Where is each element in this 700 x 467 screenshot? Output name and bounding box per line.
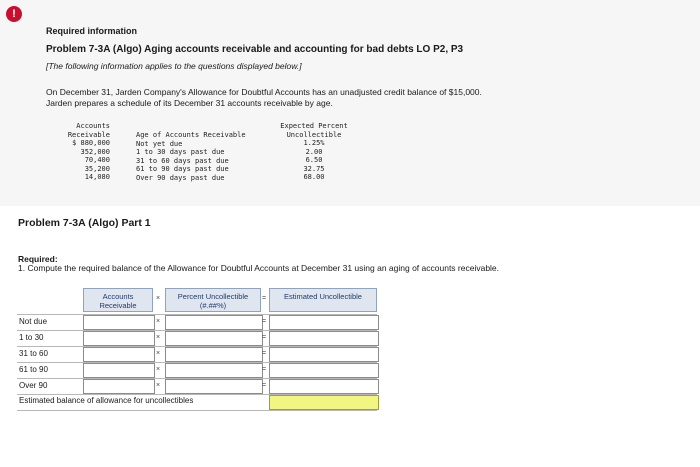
- description-line-2: Jarden prepares a schedule of its December 31 accounts receivable by age.: [46, 98, 333, 108]
- est-input-not-due[interactable]: [269, 315, 379, 330]
- total-allowance-label: Estimated balance of allowance for uncollectibles: [19, 396, 194, 405]
- row-label-31-to-60: 31 to 60: [19, 349, 48, 358]
- equals-operator: =: [262, 295, 267, 302]
- equals-operator: =: [262, 334, 267, 341]
- schedule-pct-value: 1.25%: [303, 139, 325, 147]
- schedule-ar-column: [60, 122, 110, 182]
- multiply-operator: ×: [156, 295, 161, 302]
- schedule-age-column: [136, 131, 246, 182]
- schedule-pct-value: 6.50: [305, 156, 323, 164]
- equals-operator: =: [262, 350, 267, 357]
- row-label-61-to-90: 61 to 90: [19, 365, 48, 374]
- pct-input-over-90[interactable]: [165, 379, 263, 394]
- header-percent-uncollectible: Percent Uncollectible (#.##%): [165, 288, 261, 312]
- row-divider: [17, 410, 377, 411]
- schedule-pct-column: [276, 122, 352, 182]
- row-label-over-90: Over 90: [19, 381, 48, 390]
- pct-input-61-to-90[interactable]: [165, 363, 263, 378]
- ar-input-61-to-90[interactable]: [83, 363, 155, 378]
- schedule-ar-value: 14,080: [84, 173, 110, 181]
- schedule-age-value: Over 90 days past due: [136, 173, 225, 182]
- ar-input-over-90[interactable]: [83, 379, 155, 394]
- schedule-age-value: 61 to 90 days past due: [136, 165, 229, 173]
- equals-operator: =: [262, 382, 267, 389]
- multiply-operator: ×: [156, 318, 161, 325]
- schedule-pct-value: 68.00: [303, 173, 325, 181]
- problem-title: Problem 7-3A (Algo) Aging accounts receivable and accounting for bad debts LO P2, P3: [46, 44, 464, 55]
- ar-input-31-to-60[interactable]: [83, 347, 155, 362]
- multiply-operator: ×: [156, 334, 161, 341]
- est-input-31-to-60[interactable]: [269, 347, 379, 362]
- description-line-1: On December 31, Jarden Company's Allowance for Doubtful Accounts has an unadjusted credit balance of $15,000.: [46, 87, 482, 97]
- required-instruction: 1. Compute the required balance of the Allowance for Doubtful Accounts at December 31 using an aging of accounts receivable.: [18, 263, 500, 273]
- schedule-age-header: Age of Accounts Receivable: [136, 131, 246, 139]
- schedule-age-value: 31 to 60 days past due: [136, 156, 229, 165]
- schedule-pct-value: 2.00: [305, 147, 323, 156]
- schedule-age-value: 1 to 30 days past due: [136, 148, 225, 156]
- row-label-not-due: Not due: [19, 317, 48, 326]
- schedule-ar-value: 70,400: [84, 156, 110, 164]
- schedule-age-value: Not yet due: [136, 139, 183, 148]
- schedule-ar-value: $ 880,000: [72, 139, 110, 147]
- equals-operator: =: [262, 366, 267, 373]
- part-title: Problem 7-3A (Algo) Part 1: [18, 217, 151, 229]
- schedule-pct-header: Uncollectible: [286, 130, 342, 139]
- schedule-pct-value: 32.75: [303, 164, 325, 173]
- schedule-ar-header: Receivable: [67, 130, 110, 139]
- info-note: [The following information applies to the questions displayed below.]: [46, 61, 302, 71]
- est-input-1-to-30[interactable]: [269, 331, 379, 346]
- schedule-ar-header: Accounts: [76, 122, 110, 130]
- multiply-operator: ×: [156, 366, 161, 373]
- multiply-operator: ×: [156, 382, 161, 389]
- schedule-ar-value: 35,200: [84, 164, 110, 173]
- multiply-operator: ×: [156, 350, 161, 357]
- schedule-pct-header: Expected Percent: [280, 122, 348, 130]
- pct-input-31-to-60[interactable]: [165, 347, 263, 362]
- alert-icon: !: [6, 6, 22, 22]
- row-label-1-to-30: 1 to 30: [19, 333, 44, 342]
- ar-input-1-to-30[interactable]: [83, 331, 155, 346]
- required-label: Required:: [18, 254, 58, 264]
- total-allowance-input[interactable]: [269, 395, 379, 410]
- pct-input-1-to-30[interactable]: [165, 331, 263, 346]
- header-accounts-receivable: Accounts Receivable: [83, 288, 153, 312]
- pct-input-not-due[interactable]: [165, 315, 263, 330]
- schedule-ar-value: 352,000: [80, 147, 110, 156]
- required-information-heading: Required information: [46, 26, 138, 36]
- aging-table: [17, 288, 377, 406]
- header-estimated-uncollectible: Estimated Uncollectible: [269, 288, 377, 312]
- ar-input-not-due[interactable]: [83, 315, 155, 330]
- equals-operator: =: [262, 318, 267, 325]
- est-input-over-90[interactable]: [269, 379, 379, 394]
- est-input-61-to-90[interactable]: [269, 363, 379, 378]
